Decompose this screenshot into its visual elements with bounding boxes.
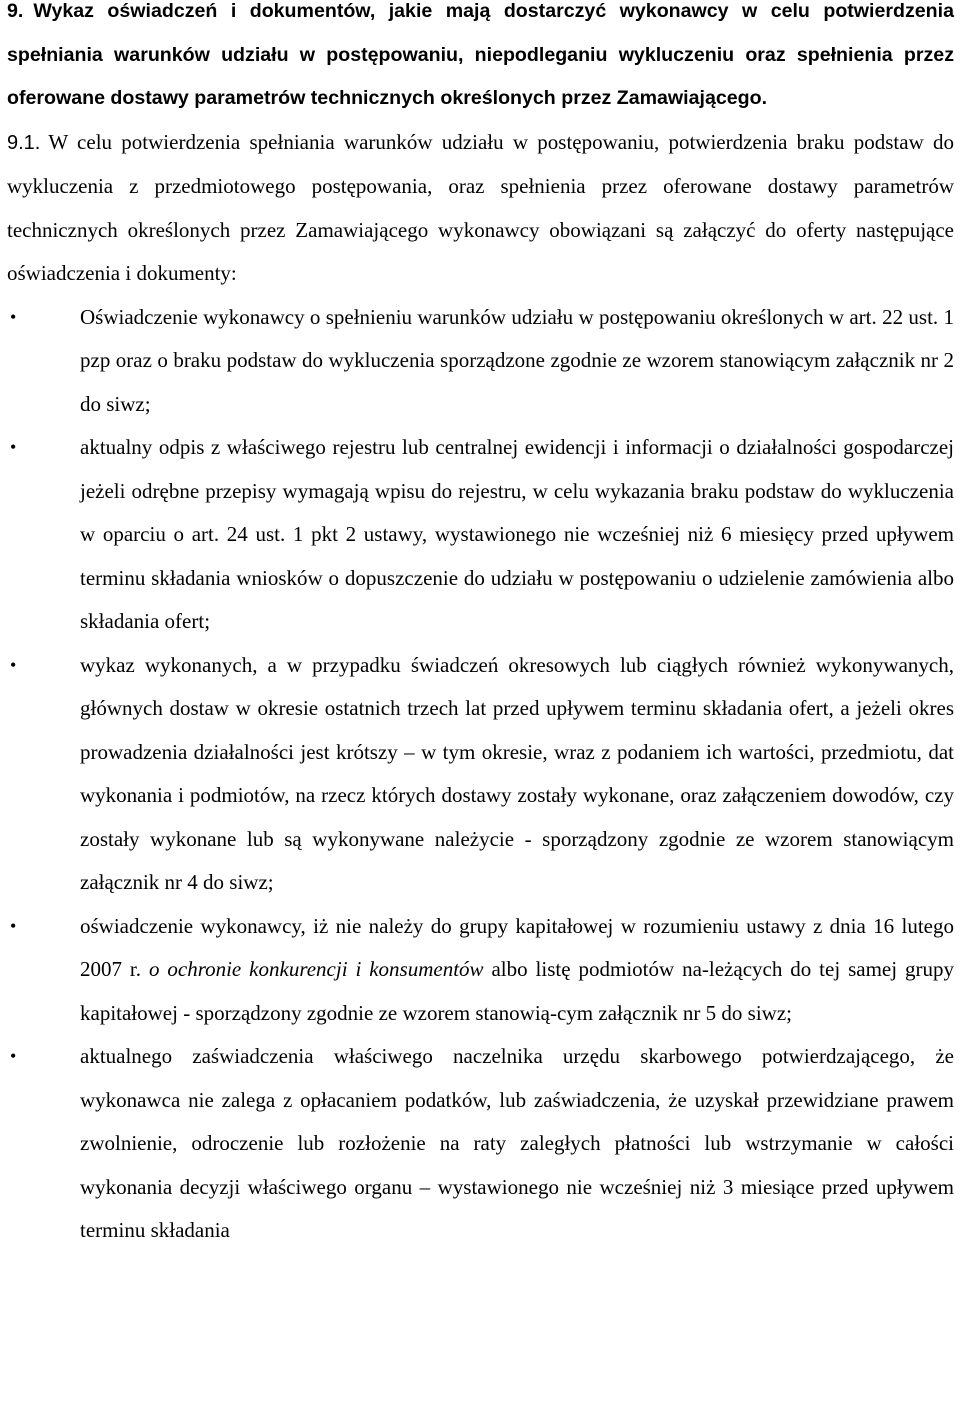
bullet-icon: • — [10, 915, 17, 936]
subsection-text: W celu potwierdzenia spełniania warunków udziału w postępowaniu, potwierdzenia braku podstaw do wykluczenia z przedmiotowego postępowania, oraz spełnienia przez oferowane dostawy parametrów technicznych określonych przez Zamawiającego wykonawcy obowiązani są załączyć do oferty następujące oświadczenia i dokumenty: — [7, 129, 954, 285]
section-heading — [7, 0, 954, 121]
document-list — [7, 296, 954, 1253]
list-item — [7, 426, 954, 644]
list-item-text: aktualnego zaświadczenia właściwego naczelnika urzędu skarbowego potwierdzającego, że wykonawca nie zalega z opłacaniem podatków, lub zaświadczenia, że uzyskał przewidziane prawem zwolnienie, odroczenie lub rozłożenie na raty zaległych płatności lub wstrzymanie w całości wykonania decyzji właściwego organu – wystawionego nie wcześniej niż 3 miesiące przed upływem terminu składania — [80, 1044, 954, 1242]
bullet-icon: • — [10, 1046, 17, 1066]
bullet-icon: • — [10, 654, 17, 675]
bullet-icon: • — [10, 306, 17, 327]
subsection-number: 9.1. — [7, 131, 41, 154]
list-item-text: aktualny odpis z właściwego rejestru lub centralnej ewidencji i informacji o działalności gospodarczej jeżeli odrębne przepisy wymagają wpisu do rejestru, w celu wykazania braku podstaw do wykluczenia w oparciu o art. 24 ust. 1 pkt 2 ustawy, wystawionego nie wcześniej niż 6 miesięcy przed upływem terminu składania wniosków o dopuszczenie do udziału w postępowaniu o udzielenie zamówienia albo składania ofert; — [80, 435, 954, 633]
list-item — [7, 644, 954, 905]
list-item — [7, 905, 954, 1036]
section-title: Wykaz oświadczeń i dokumentów, jakie mają dostarczyć wykonawcy w celu potwierdzenia spełniania warunków udziału w postępowaniu, niepodleganiu wykluczeniu oraz spełnienia przez oferowane dostawy parametrów technicznych określonych przez Zamawiającego. — [7, 0, 954, 109]
list-item-text: Oświadczenie wykonawcy o spełnieniu warunków udziału w postępowaniu określonych w art. 22 ust. 1 pzp oraz o braku podstaw do wykluczenia sporządzone zgodnie ze wzorem stanowiącym załącznik nr 2 do siwz; — [80, 304, 954, 416]
list-item-text: wykaz wykonanych, a w przypadku świadczeń okresowych lub ciągłych również wykonywanych, głównych dostaw w okresie ostatnich trzech lat przed upływem terminu składania ofert, a jeżeli okres prowadzenia działalności jest krótszy – w tym okresie, wraz z podaniem ich wartości, przedmiotu, dat wykonania i podmiotów, na rzecz których dostawy zostały wykonane, oraz załączeniem dowodów, czy zostały wykonane lub są wykonywane należycie - sporządzony zgodnie ze wzorem stanowiącym załącznik nr 4 do siwz; — [80, 652, 954, 894]
list-item-text-start: oświadczenie wykonawcy, iż nie należy do grupy kapitałowej w rozumieniu ustawy z dnia 16 lutego 2007 r. — [80, 913, 954, 981]
list-item-text-end: albo listę podmiotów na-leżących do tej samej grupy kapitałowej - sporządzony zgodnie ze wzorem stanowią-cym załącznik nr 5 do siwz; — [80, 957, 955, 1025]
subsection-paragraph — [7, 121, 954, 296]
list-item — [7, 1035, 954, 1253]
act-title: o ochronie konkurencji i konsumentów — [148, 957, 484, 981]
list-item — [7, 296, 954, 427]
bullet-icon: • — [10, 437, 17, 457]
section-number: 9. — [7, 0, 24, 22]
